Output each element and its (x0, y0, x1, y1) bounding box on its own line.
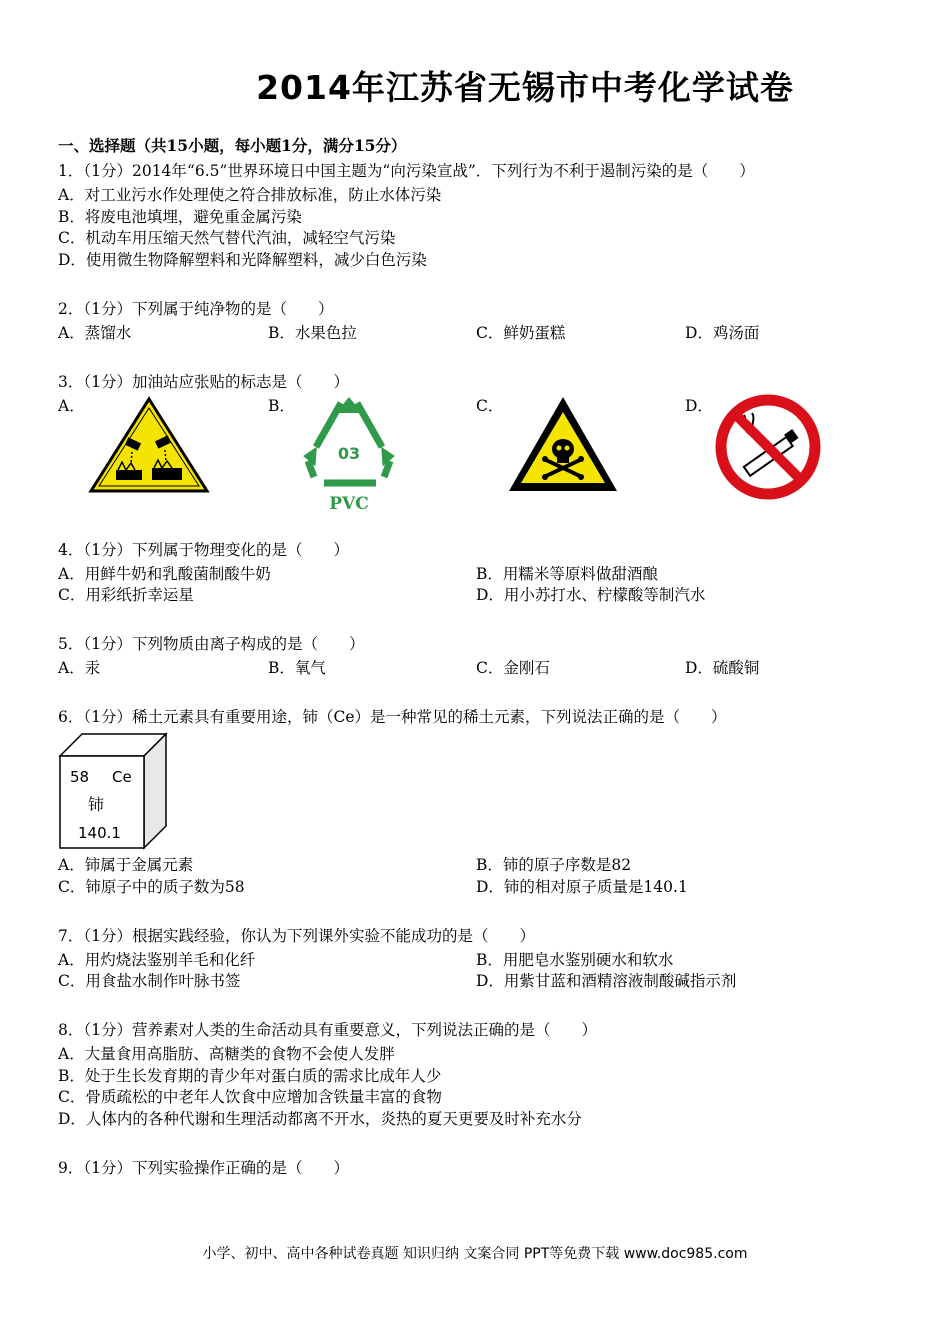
q7-option-d: D．用紫甘蓝和酒精溶液制酸碱指示剂 (476, 972, 737, 990)
cerium-element-card (58, 732, 170, 850)
q2-option-c: C．鲜奶蛋糕 (476, 324, 566, 342)
element-mass: 140.1 (78, 824, 121, 842)
q3-option-c: C． (476, 397, 504, 415)
q3-stem: 3．（1分）加油站应张贴的标志是（ ） (58, 373, 349, 391)
q9-stem: 9．（1分）下列实验操作正确的是（ ） (58, 1159, 349, 1177)
q6-option-d: D．铈的相对原子质量是140.1 (476, 878, 688, 896)
q4-option-c: C．用彩纸折幸运星 (58, 586, 194, 604)
q8-option-d: D．人体内的各种代谢和生理活动都离不开水，炎热的夏天更要及时补充水分 (58, 1110, 582, 1128)
q5-option-d: D．硫酸铜 (685, 659, 760, 677)
q8-stem: 8．（1分）营养素对人类的生命活动具有重要意义，下列说法正确的是（ ） (58, 1021, 597, 1039)
corrosive-sign-icon (88, 396, 210, 494)
q1-option-c: C．机动车用压缩天然气替代汽油，减轻空气污染 (58, 229, 396, 247)
q7-option-c: C．用食盐水制作叶脉书签 (58, 972, 241, 990)
q6-option-a: A．铈属于金属元素 (58, 856, 194, 874)
q6-option-c: C．铈原子中的质子数为58 (58, 878, 245, 896)
element-name: 铈 (88, 795, 105, 814)
q2-stem: 2．（1分）下列属于纯净物的是（ ） (58, 300, 334, 318)
q1-option-b: B．将废电池填埋，避免重金属污染 (58, 208, 302, 226)
element-number: 58 (70, 768, 90, 786)
no-smoking-sign-icon (714, 393, 822, 501)
q8-option-c: C．骨质疏松的中老年人饮食中应增加含铁量丰富的食物 (58, 1088, 442, 1106)
exam-title: 2014年江苏省无锡市中考化学试卷 (256, 68, 794, 107)
page-footer: 小学、初中、高中各种试卷真题 知识归纳 文案合同 PPT等免费下载 www.doc985.com (202, 1246, 748, 1262)
element-symbol: Ce (112, 768, 132, 786)
q8-option-b: B．处于生长发育期的青少年对蛋白质的需求比成年人少 (58, 1067, 442, 1085)
q4-option-d: D．用小苏打水、柠檬酸等制汽水 (476, 586, 706, 604)
q4-option-b: B．用糯米等原料做甜酒酿 (476, 565, 658, 583)
recycle-pvc-icon (294, 395, 404, 517)
recycle-code-label: 03 (337, 444, 361, 463)
q5-option-a: A．汞 (58, 659, 101, 677)
q3-option-b: B． (268, 397, 295, 415)
q1-option-a: A．对工业污水作处理使之符合排放标准，防止水体污染 (58, 186, 442, 204)
q5-option-c: C．金刚石 (476, 659, 550, 677)
q7-option-a: A．用灼烧法鉴别羊毛和化纤 (58, 951, 256, 969)
q7-option-b: B．用肥皂水鉴别硬水和软水 (476, 951, 674, 969)
q6-option-b: B．铈的原子序数是82 (476, 856, 632, 874)
section-heading: 一、选择题（共15小题，每小题1分，满分15分） (58, 136, 407, 155)
recycle-pvc-label: PVC (329, 494, 369, 514)
q7-stem: 7．（1分）根据实践经验，你认为下列课外实验不能成功的是（ ） (58, 927, 535, 945)
q3-option-a: A． (58, 397, 85, 415)
q2-option-b: B．水果色拉 (268, 324, 357, 342)
q4-option-a: A．用鲜牛奶和乳酸菌制酸牛奶 (58, 565, 271, 583)
q5-stem: 5．（1分）下列物质由离子构成的是（ ） (58, 635, 365, 653)
q5-option-b: B．氧气 (268, 659, 326, 677)
q1-stem: 1．（1分）2014年“6.5”世界环境日中国主题为“向污染宣战”．下列行为不利于遏制污染的是（ ） (58, 162, 755, 180)
q2-option-a: A．蒸馏水 (58, 324, 132, 342)
q3-option-d: D． (685, 397, 713, 415)
q8-option-a: A．大量食用高脂肪、高糖类的食物不会使人发胖 (58, 1045, 395, 1063)
q6-stem: 6．（1分）稀土元素具有重要用途，铈（Ce）是一种常见的稀土元素，下列说法正确的是（ ） (58, 708, 727, 726)
q2-option-d: D．鸡汤面 (685, 324, 760, 342)
toxic-sign-icon (506, 394, 620, 494)
q4-stem: 4．（1分）下列属于物理变化的是（ ） (58, 541, 349, 559)
q1-option-d: D．使用微生物降解塑料和光降解塑料，减少白色污染 (58, 251, 427, 269)
